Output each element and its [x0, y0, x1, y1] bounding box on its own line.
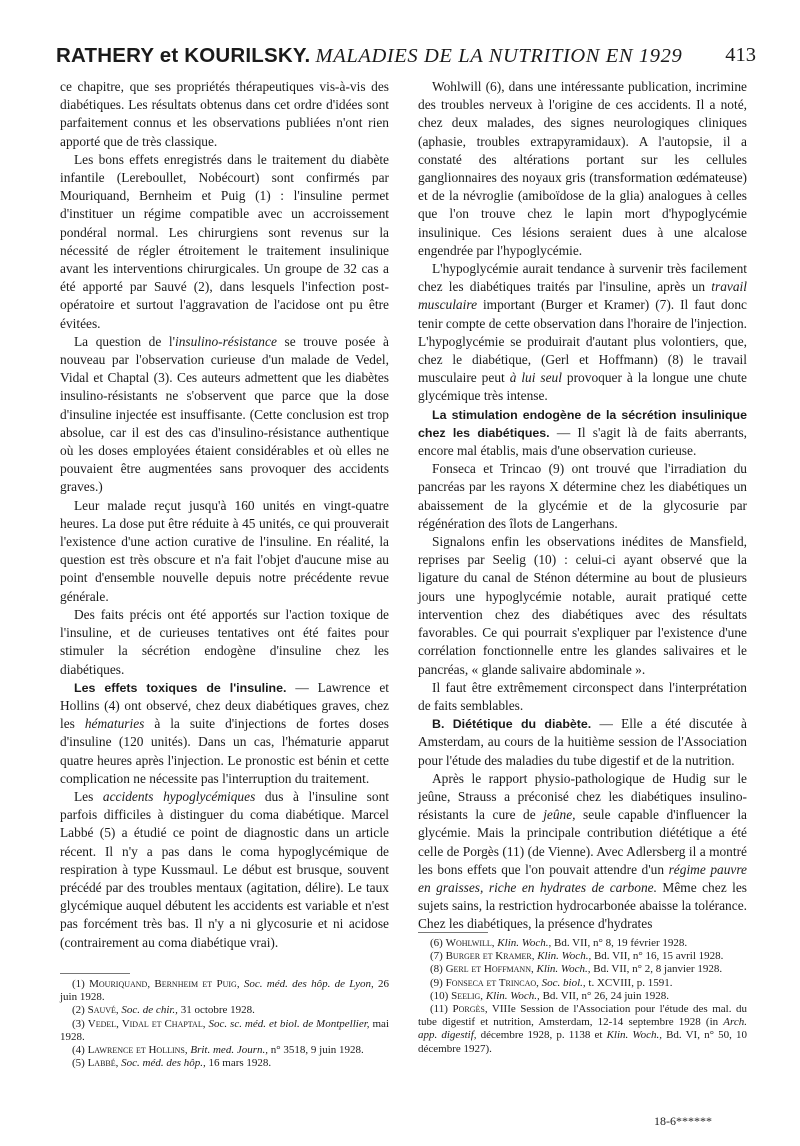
right-paragraph-8: Après le rapport physio-pathologique de Hudig sur le jeûne, Strauss a préconisé chez les diabétiques insulino-résistants la cure de jeûne, seule capable d'influencer la glycémie. Mais la principale contribution diététique a été celle de Porgès (11) (de Vienne). Avec Adlersberg il a montré les bons effets que l'on pouvait attendre d'un régime pauvre en graisses, riche en hydrates de carbone. Même chez les sujets sains, la restriction hydrocarbonée abaisse la tolérance. Chez les diabétiques, la présence d'hydrates — [418, 770, 748, 932]
footnote-7: (7) Burger et Kramer, Klin. Woch., Bd. VII, n° 16, 15 avril 1928. — [430, 950, 724, 963]
left-paragraph-3: La question de l'insulino-résistance se trouve posée à nouveau par l'observation curieuse d'un malade de Vedel, Vidal et Chaptal (3). Ces auteurs admettent que les diabètes insulino-résistants ne s'observent que parce que la dose d'insuline injectée est insuffisante. (Cette conclusion est trop absolue, car il est des cas d'insulino-résistance authentique où les doses employées étaient considérables et où elles ne pouvaient être augmentées sans provoquer des accidents graves.) — [60, 333, 389, 495]
right-footnotes — [418, 937, 747, 1056]
right-footnote-rule — [418, 932, 488, 933]
footnote-10: (10) Seelig, Klin. Woch., Bd. VII, n° 26, 24 juin 1928. — [430, 989, 669, 1002]
left-paragraph-6: Les effets toxiques de l'insuline. — Lawrence et Hollins (4) ont observé, chez deux diabétiques graves, chez les hématuries à la suite d'injections de fortes doses d'insuline (120 unités). Dans un cas, l'hématurie apparut quatre heures après l'injection. Le pronostic est bénin et cette complication ne nécessite pas l'interruption du traitement. — [60, 679, 389, 786]
footnote-9: (9) Fonseca et Trincao, Soc. biol., t. XCVIII, p. 1591. — [430, 976, 673, 989]
footnote-11: (11) Porgès, VIIIe Session de l'Association pour l'étude des mal. du tube digestif et nutrition, Amsterdam, 12-14 septembre 1928 (in Arch. app. digestif, décembre 1928, p. 1138 et Klin. Woch., Bd. VI, n° 50, 10 décembre 1927). — [418, 1003, 748, 1055]
section-heading-dietetique: B. Diététique du diabète. — [432, 717, 592, 732]
footnote-5: (5) Labbé, Soc. méd. des hôp., 16 mars 1928. — [72, 1057, 272, 1070]
header-title: MALADIES DE LA NUTRITION EN 1929 — [315, 45, 683, 67]
footnote-8: (8) Gerl et Hoffmann, Klin. Woch., Bd. VII, n° 2, 8 janvier 1928. — [430, 963, 723, 976]
section-heading-toxic: Les effets toxiques de l'insuline. — [74, 680, 287, 695]
footnote-4: (4) Lawrence et Hollins, Brit. med. Journ., n° 3518, 9 juin 1928. — [72, 1044, 364, 1057]
right-paragraph-5: Signalons enfin les observations inédites de Mansfield, reprises par Seelig (10) : celui-ci ayant observé que la ligature du canal de Sténon détermine au bout de plusieurs jours une hypoglycémie notable, aurait pratiqué cette intervention chez des diabétiques avec des résultats favorables. Ce qui pourrait s'expliquer par l'existence d'une corrélation fonctionnelle entre les glandes salivaires et le pancréas, « glande salivaire abdominale ». — [418, 534, 747, 677]
left-column — [60, 78, 389, 952]
right-paragraph-2: L'hypoglycémie aurait tendance à survenir très facilement chez les diabétiques traités par l'insuline, après un travail musculaire important (Burger et Kramer) (7). Il faut donc tenir compte de cette observation dans l'horaire de l'injection. L'hypoglycémie se produirait d'autant plus volontiers, que, chez le diabétique, (Gerl et Hoffmann) (8) le travail musculaire peut à lui seul provoquer à la longue une chute glycémique très intense. — [418, 261, 747, 404]
page-number: 413 — [725, 44, 756, 66]
left-footnote-rule — [60, 973, 130, 974]
left-footnotes — [60, 978, 389, 1070]
printer-signature: 18-6****** — [654, 1114, 712, 1128]
right-paragraph-4: Fonseca et Trincao (9) ont trouvé que l'irradiation du pancréas par les rayons X détermine chez les diabétiques un abaissement de la glycémie et de la glycosurie par régénération des îlots de Langerhans. — [418, 461, 747, 531]
section-heading-stimulation: La stimulation endogène de la sécrétion insulinique chez les diabétiques. — [418, 407, 747, 440]
right-paragraph-6: Il faut être extrêmement circonspect dans l'interprétation de faits semblables. — [418, 679, 747, 713]
left-paragraph-4: Leur malade reçut jusqu'à 160 unités en vingt-quatre heures. La dose put être réduite à 45 unités, ce qui prouverait l'existence d'une action curative de l'insuline. En réalité, la question est très obscure et n'a fait l'objet d'aucune mise au point d'ensemble nouvelle depuis notre précédente revue générale. — [60, 497, 389, 604]
right-paragraph-7: B. Diététique du diabète. — Elle a été discutée à Amsterdam, au cours de la huitième session de l'Association pour l'étude des maladies du tube digestif et de la nutrition. — [418, 716, 747, 768]
left-paragraph-1: ce chapitre, que ses propriétés thérapeutiques vis-à-vis des diabétiques. Les résultats obtenus dans cet ordre d'idées sont parfaitement connus et les observations publiées n'ont rien apporté que de très classique. — [60, 79, 389, 149]
footnote-1: (1) Mouriquand, Bernheim et Puig, Soc. méd. des hôp. de Lyon, 26 juin 1928. — [60, 978, 389, 1004]
footnote-6: (6) Wohlwill, Klin. Woch., Bd. VII, n° 8, 19 février 1928. — [430, 937, 688, 949]
running-header — [56, 44, 756, 74]
right-column — [418, 78, 747, 934]
footnote-3: (3) Vedel, Vidal et Chaptal, Soc. sc. méd. et biol. de Montpellier, mai 1928. — [60, 1017, 389, 1043]
right-paragraph-3: La stimulation endogène de la sécrétion insulinique chez les diabétiques. — Il s'agit là de faits aberrants, encore mal établis, mais d'une observation curieuse. — [418, 407, 748, 459]
footnote-2: (2) Sauvé, Soc. de chir., 31 octobre 1928. — [72, 1004, 255, 1017]
right-paragraph-1: Wohlwill (6), dans une intéressante publication, incrimine des troubles nerveux à l'origine de ces accidents. Il a noté, chez deux malades, des signes neurologiques cliniques (aphasie, troubles extrapyramidaux). A l'autopsie, il a constaté des altérations portant sur les cellules ganglionnaires des noyaux gris (transformation œdémateuse) et de la névroglie (amiboïdose de la glia) analogues à celles que l'on trouve chez le lapin mort d'hypoglycémie insulinique. Ces lésions seraient dues à une alcalose engendrée par l'hypoglycémie. — [418, 79, 747, 258]
left-paragraph-2: Les bons effets enregistrés dans le traitement du diabète infantile (Lereboullet, Nobécourt) sont confirmés par Mouriquand, Bernheim et Puig (1) : l'insuline permet d'instituer un régime compatible avec un accroissement pondéral normal. Les chirurgiens sont revenus sur la nécessité de régler étroitement le traitement insulinique avant les interventions chirurgicales. Un groupe de 32 cas a été apporté par Sauvé (2), dans lesquels l'infection post-opératoire et surtout l'aggravation de l'acidose ont pu être évitées. — [60, 151, 389, 331]
left-paragraph-7: Les accidents hypoglycémiques dus à l'insuline sont parfois difficiles à distinguer du coma diabétique. Marcel Labbé (5) a étudié ce point de diagnostic dans un article récent. Il n'y a pas dans le coma hypoglycémique de respiration à type Kussmaul. Le début est brusque, souvent précédé par des troubles mentaux (agitation, délire). Le taux glycémique auquel débutent les accidents est variable et n'est pas forcément très bas. Il n'y a ni glycosurie et ni acidose (contrairement au coma diabétique vrai). — [60, 788, 389, 950]
left-paragraph-5: Des faits précis ont été apportés sur l'action toxique de l'insuline, et de curieuses tentatives ont été faites pour stimuler la sécrétion endogène d'insuline chez les diabétiques. — [60, 606, 389, 677]
header-authors: RATHERY et KOURILSKY. — [56, 44, 311, 67]
